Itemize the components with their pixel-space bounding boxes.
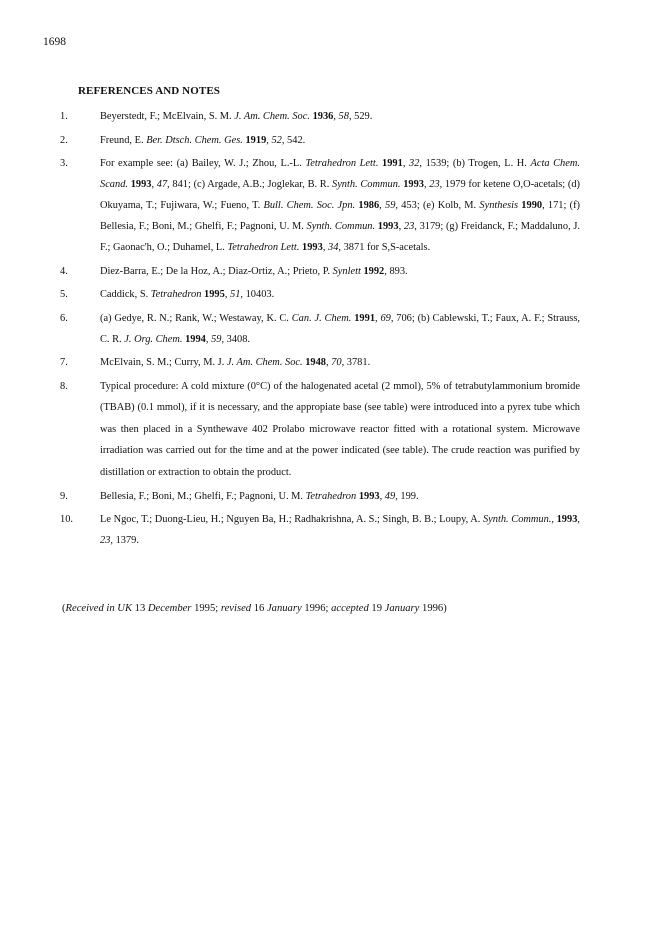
reference-number: 10. — [60, 514, 73, 526]
reference-item — [60, 308, 580, 350]
reference-text: Typical procedure: A cold mixture (0°C) of the halogenated acetal (2 mmol), 5% of tetrabutylammonium bromide (TBAB) (0.1 mmol), if it is necessary, and the appropiate base (see table) were introduced into a pyrex tube which was then placed in a Synthewave 402 Prolabo microwave reactor fitted with a rotational system. Microwave irradiation was carried out for the time and at the power indicated (see table). The crude reaction was purified by distillation or extraction to obtain the product. — [100, 380, 580, 478]
reference-item — [60, 153, 580, 258]
reference-number: 5. — [60, 289, 68, 300]
page-number: 1698 — [43, 36, 66, 48]
reference-item — [60, 352, 580, 373]
reference-number: 9. — [60, 490, 68, 502]
reference-text: Beyerstedt, F.; McElvain, S. M. J. Am. Chem. Soc. 1936, 58, 529. — [100, 111, 373, 122]
reference-item — [60, 284, 580, 305]
reference-number: 1. — [60, 111, 68, 122]
reference-number: 3. — [60, 158, 68, 169]
reference-number: 6. — [60, 312, 68, 324]
reference-item — [60, 486, 580, 507]
section-heading: REFERENCES AND NOTES — [78, 85, 220, 97]
reference-text: McElvain, S. M.; Curry, M. J. J. Am. Chem. Soc. 1948, 70, 3781. — [100, 357, 371, 368]
reference-number: 7. — [60, 357, 68, 368]
reference-text: Caddick, S. Tetrahedron 1995, 51, 10403. — [100, 289, 275, 300]
reference-text: Diez-Barra, E.; De la Hoz, A.; Diaz-Ortiz, A.; Prieto, P. Synlett 1992, 893. — [100, 265, 408, 277]
reference-number: 4. — [60, 265, 68, 277]
reference-text: Le Ngoc, T.; Duong-Lieu, H.; Nguyen Ba, H.; Radhakrishna, A. S.; Singh, B. B.; Loupy, A. Synth. Commun., 1993, 23, 1379. — [100, 514, 580, 547]
reference-text: Bellesia, F.; Boni, M.; Ghelfi, F.; Pagnoni, U. M. Tetrahedron 1993, 49, 199. — [100, 490, 419, 502]
reference-number: 2. — [60, 134, 68, 146]
reference-item — [60, 130, 580, 151]
reference-item — [60, 106, 580, 127]
reference-text: (a) Gedye, R. N.; Rank, W.; Westaway, K. C. Can. J. Chem. 1991, 69, 706; (b) Cablewski, T.; Faux, A. F.; Strauss, C. R. J. Org. Chem. 1994, 59, 3408. — [100, 312, 580, 345]
reference-number: 8. — [60, 380, 68, 392]
reference-text: For example see: (a) Bailey, W. J.; Zhou, L.-L. Tetrahedron Lett. 1991, 32, 1539; (b) Trogen, L. H. Acta Chem. Scand. 1993, 47, 841; (c) Argade, A.B.; Joglekar, B. R. Synth. Commun. 1993, 23, 1979 for ketene O,O-acetals; (d) Okuyama, T.; Fujiwara, W.; Fueno, T. Bull. Chem. Soc. Jpn. 1986, 59, 453; (e) Kolb, M. Synthesis 1990, 171; (f) Bellesia, F.; Boni, M.; Ghelfi, F.; Pagnoni, U. M. Synth. Commun. 1993, 23, 3179; (g) Freidanck, F.; Maddaluno, J. F.; Gaonac'h, O.; Duhamel, L. Tetrahedron Lett. 1993, 34, 3871 for S,S-acetals. — [100, 158, 581, 253]
reference-item — [60, 261, 580, 282]
reference-item — [60, 376, 580, 484]
reference-item — [60, 509, 580, 551]
reference-text: Freund, E. Ber. Dtsch. Chem. Ges. 1919, 52, 542. — [100, 134, 306, 146]
reference-list — [60, 106, 580, 554]
received-dates-line: (Received in UK 13 December 1995; revised 16 January 1996; accepted 19 January 1996) — [62, 603, 447, 614]
